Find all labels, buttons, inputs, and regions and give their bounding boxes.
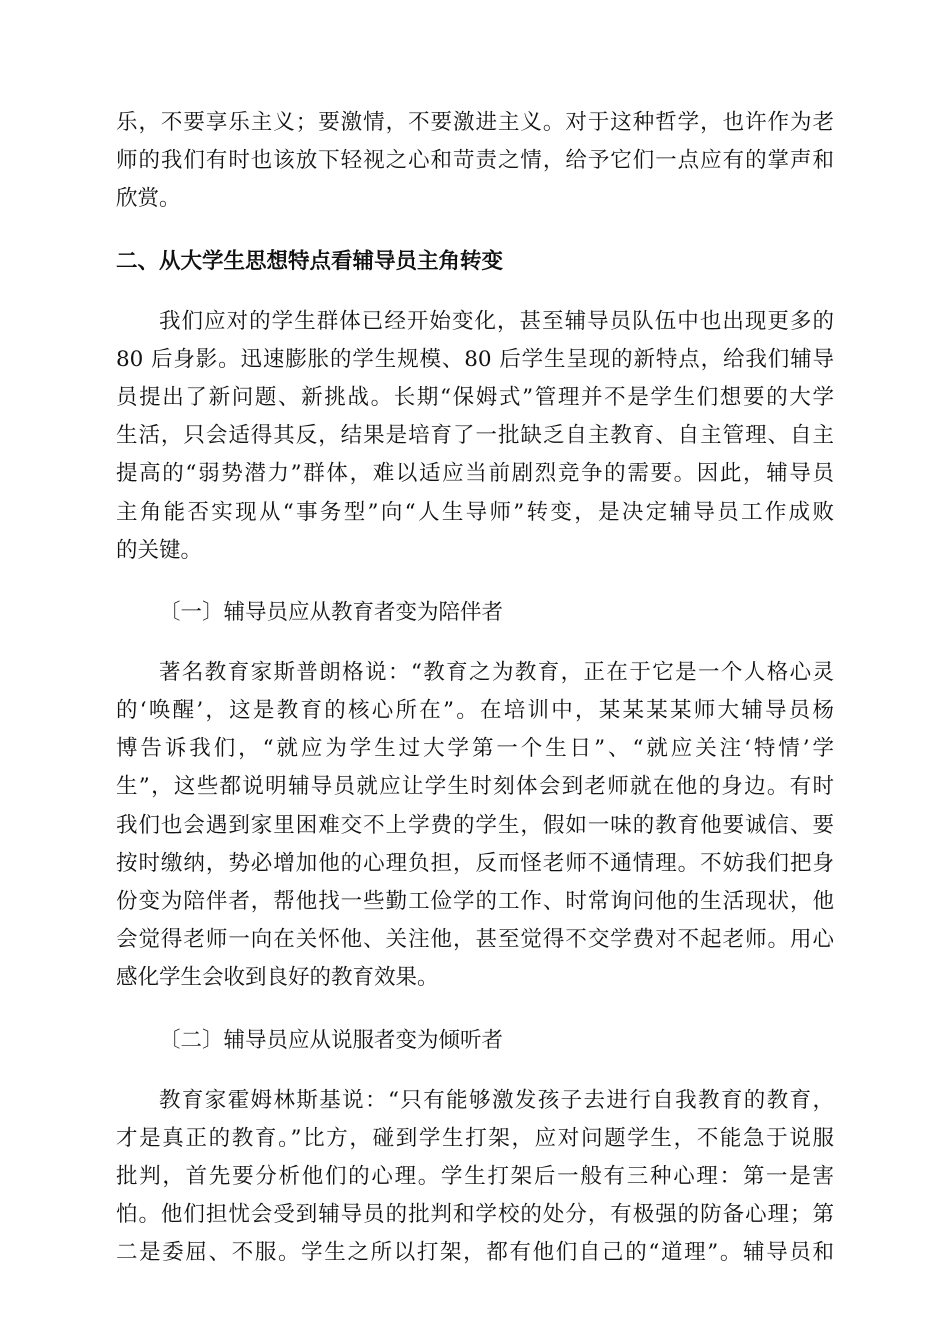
text-line: 批判，首先要分析他们的心理。学生打架后一般有三种心理：第一是害 [116,1163,834,1189]
text-line: 主角能否实现从“事务型”向“人生导师”转变，是决定辅导员工作成败 [116,499,834,525]
paragraph-4 [116,1082,834,1273]
text-line: 乐，不要享乐主义；要激情，不要激进主义。对于这种哲学，也许作为老 [116,110,834,135]
text-line: 著名教育家斯普朗格说：“教育之为教育，正在于它是一个人格心灵 [159,659,834,685]
paragraph-2 [116,303,834,570]
text-line: 怕。他们担忧会受到辅导员的批判和学校的处分，有极强的防备心理；第 [116,1202,834,1228]
text-line: 二是委屈、不服。学生之所以打架，都有他们自己的“道理”。辅导员和 [116,1240,834,1266]
text-line: 欣赏。 [116,186,181,212]
text-line: 感化学生会收到良好的教育效果。 [116,965,439,991]
text-line: 我们应对的学生群体已经开始变化，甚至辅导员队伍中也出现更多的 [159,308,834,334]
text-line: 员提出了新问题、新挑战。长期“保姆式”管理并不是学生们想要的大学 [116,384,834,410]
text-line: 博告诉我们，“就应为学生过大学第一个生日”、“就应关注‘特情’学 [116,736,834,762]
text-line: 按时缴纳，势必增加他的心理负担，反而怪老师不通情理。不妨我们把身 [116,850,834,876]
subsection-heading-2: 〔二〕辅导员应从说服者变为倾听者 [159,1027,504,1053]
paragraph-1 [116,104,834,219]
text-line: 提高的“弱势潜力”群体，难以适应当前剧烈竞争的需要。因此，辅导员 [116,461,834,487]
text-line: 的关键。 [116,537,203,563]
text-line: 师的我们有时也该放下轻视之心和苛责之情，给予它们一点应有的掌声和 [116,148,834,174]
document-page [116,104,834,1297]
text-line: 份变为陪伴者，帮他找一些勤工俭学的工作、时常询问他的生活现状，他 [116,889,834,914]
text-line: 才是真正的教育。”比方，碰到学生打架，应对问题学生，不能急于说服 [116,1125,834,1151]
section-heading: 二、从大学生思想特点看辅导员主角转变 [116,248,504,274]
text-line: 80 后身影。迅速膨胀的学生规模、80 后学生呈现的新特点，给我们辅导 [116,346,834,372]
text-line: 的‘唤醒’，这是教育的核心所在”。在培训中，某某某某师大辅导员杨 [116,698,834,724]
text-line: 生”，这些都说明辅导员就应让学生时刻体会到老师就在他的身边。有时 [116,774,834,800]
text-line: 我们也会遇到家里困难交不上学费的学生，假如一味的教育他要诚信、要 [116,812,834,838]
paragraph-3 [116,654,834,998]
text-line: 会觉得老师一向在关怀他、关注他，甚至觉得不交学费对不起老师。用心 [116,927,834,953]
subsection-heading-1: 〔一〕辅导员应从教育者变为陪伴者 [159,599,504,625]
text-line: 教育家霍姆林斯基说：“只有能够激发孩子去进行自我教育的教育， [159,1087,834,1113]
text-line: 生活，只会适得其反，结果是培育了一批缺乏自主教育、自主管理、自主 [116,423,834,449]
